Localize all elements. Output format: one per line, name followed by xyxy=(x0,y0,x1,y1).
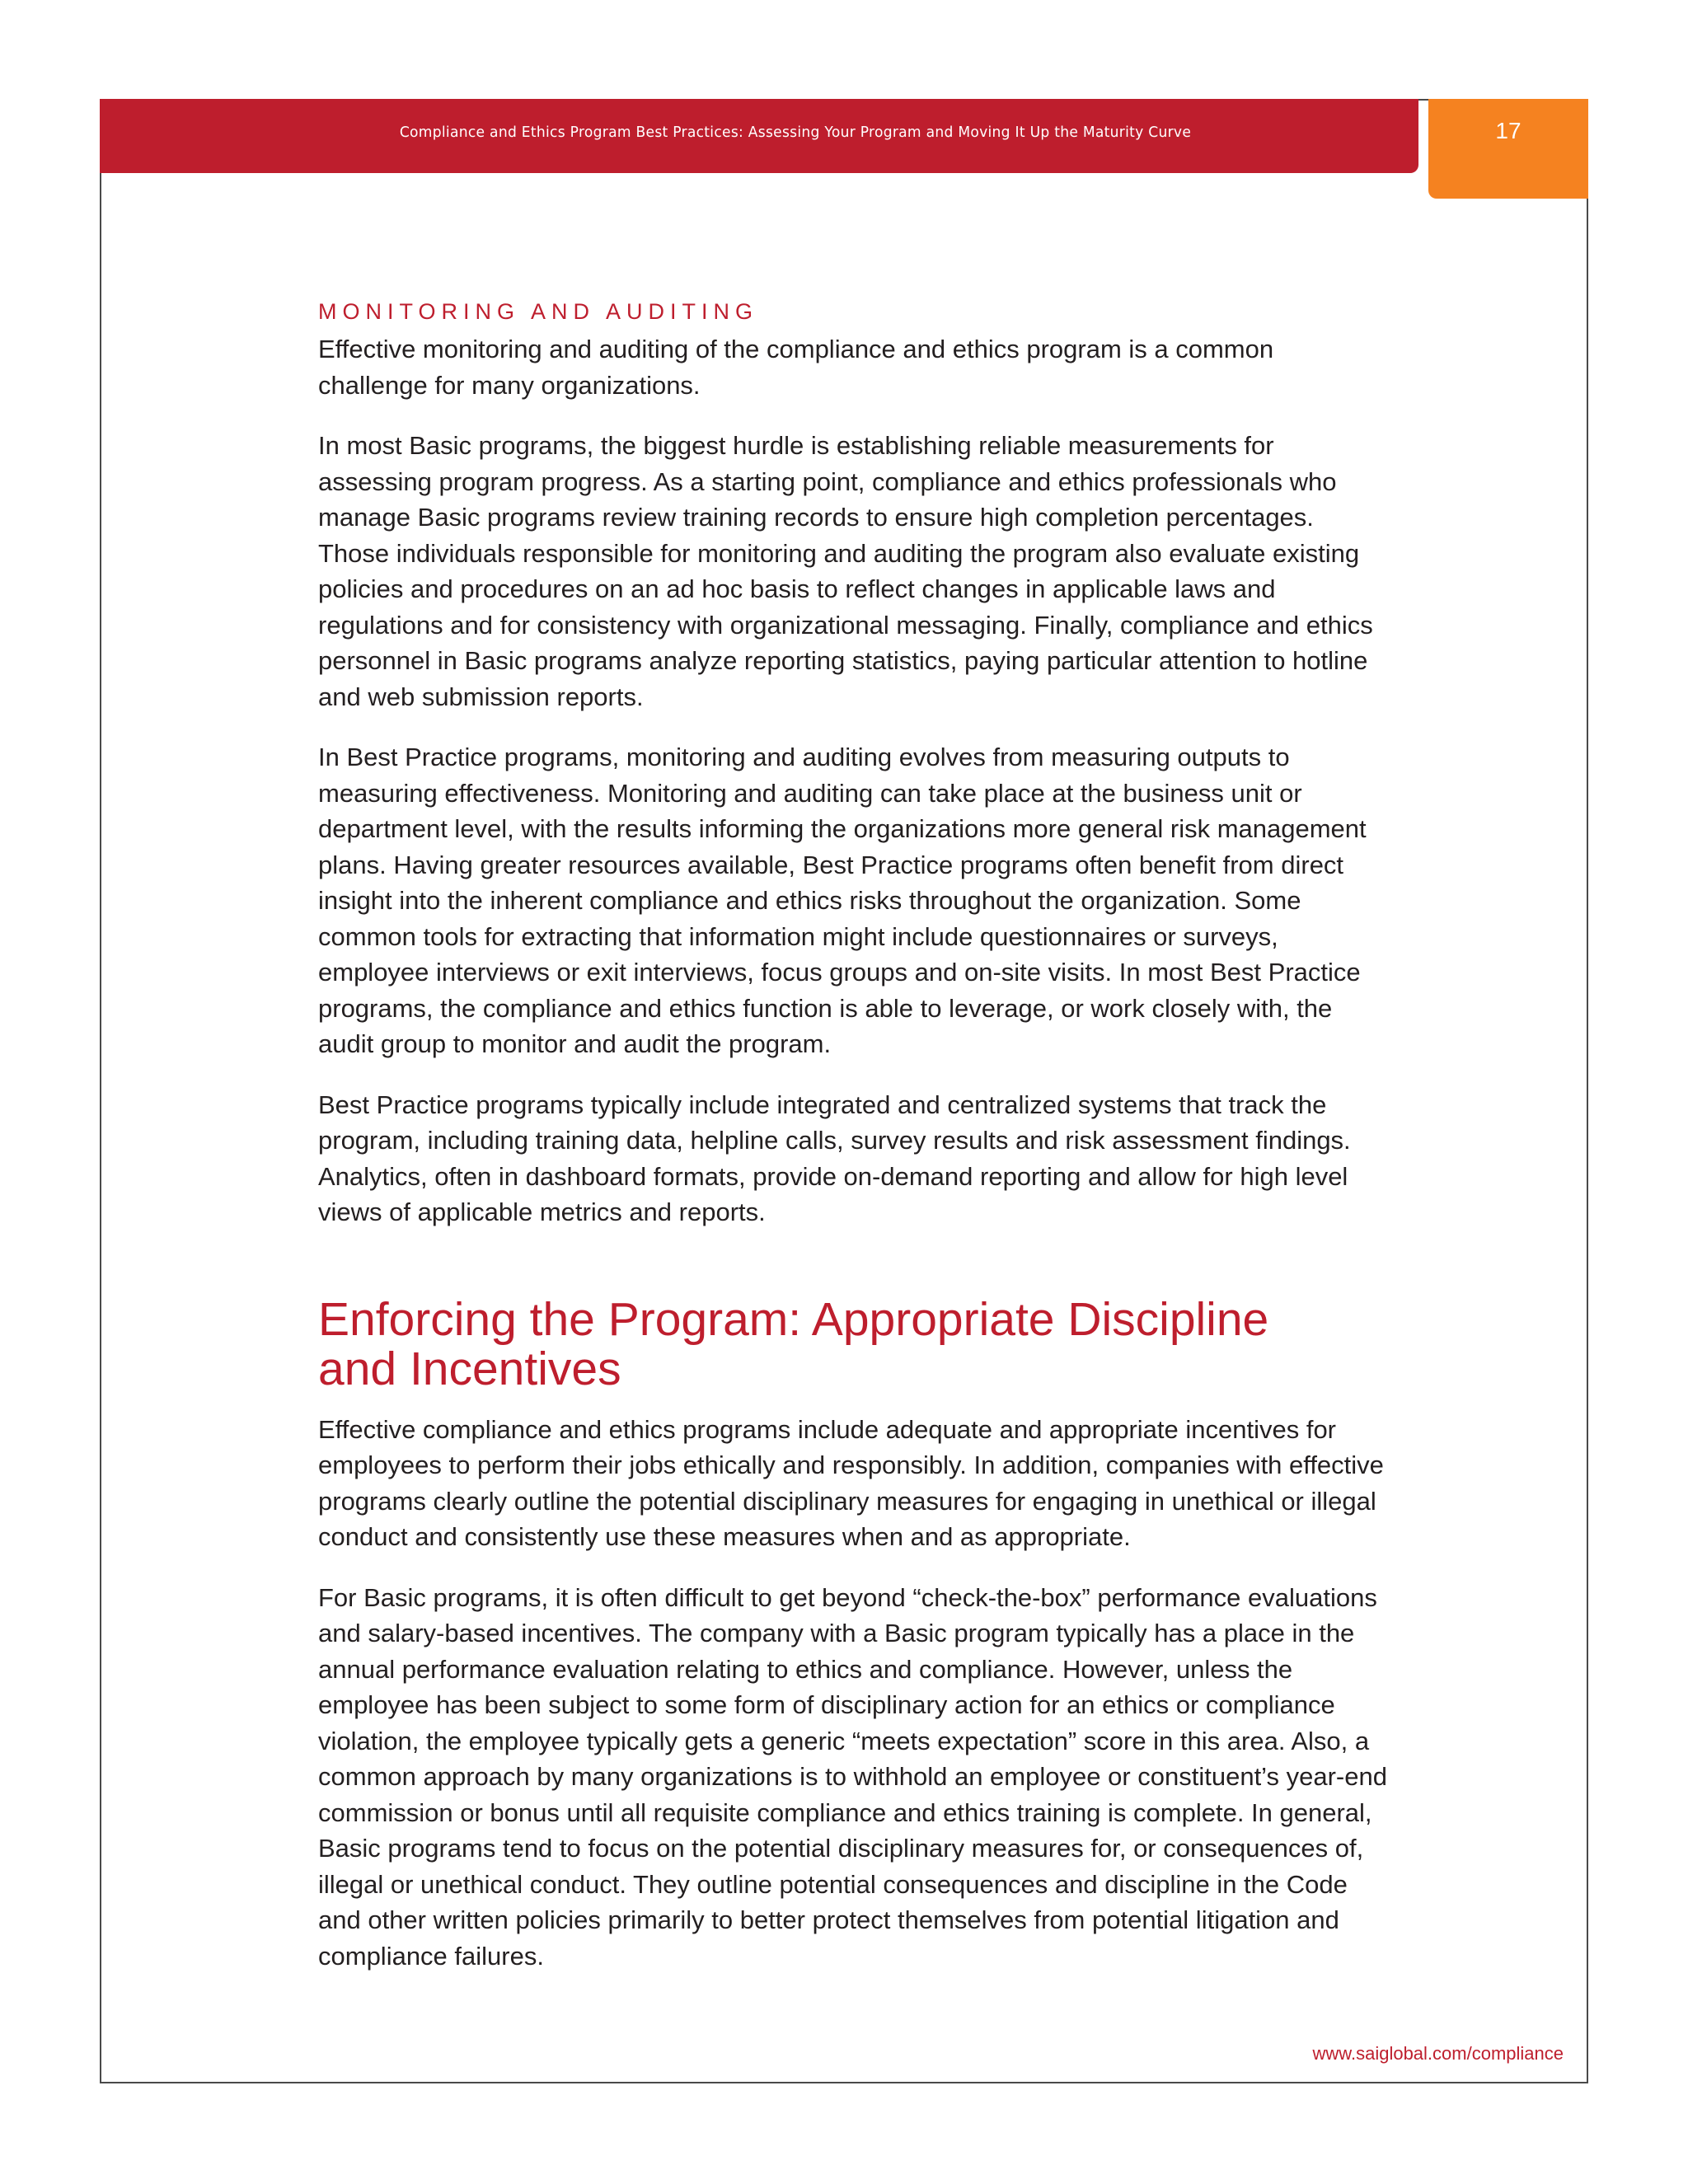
monitoring-paragraph-2: In most Basic programs, the biggest hurdle is establishing reliable measurements for assessing program progress. As a starting point, compliance and ethics professionals who manage Basic programs review training records to ensure high completion percentages. Those individuals responsible for monitoring and auditing the program also evaluate existing policies and procedures on an ad hoc basis to reflect changes in applicable laws and regulations and for consistency with organizational messaging. Finally, compliance and ethics personnel in Basic programs analyze reporting statistics, paying particular attention to hotline and web submission reports. xyxy=(318,431,1373,711)
enforcing-paragraph-1: Effective compliance and ethics programs include adequate and appropriate incentives for employees to perform their jobs ethically and responsibly. In addition, companies with effective programs clearly outline the potential disciplinary measures for engaging in unethical or illegal conduct and consistently use these measures when and as appropriate. xyxy=(318,1414,1384,1551)
enforcing-paragraph-2: For Basic programs, it is often difficult to get beyond “check-the-box” performance evaluations and salary-based incentives. The company with a Basic program typically has a place in the annual performance evaluation relating to ethics and compliance. However, unless the employee has been subject to some form of disciplinary action for an ethics or compliance violation, the employee typically gets a generic “meets expectation” score in this area. Also, a common approach by many organizations is to withhold an employee or constituent’s year-end commission or bonus until all requisite compliance and ethics training is complete. In general, Basic programs tend to focus on the potential disciplinary measures for, or consequences of, illegal or unethical conduct. They outline potential consequences and discipline in the Code and other written policies primarily to better protect themselves from potential litigation and compliance failures. xyxy=(318,1582,1387,1971)
section-kicker-monitoring: MONITORING AND AUDITING xyxy=(318,299,759,324)
section-heading-enforcing: Enforcing the Program: Appropriate Discipline and Incentives xyxy=(318,1292,1269,1395)
running-header-title: Compliance and Ethics Program Best Practices: Assessing Your Program and Moving It Up the Maturity Curve xyxy=(399,124,1192,141)
monitoring-paragraph-4: Best Practice programs typically include integrated and centralized systems that track the program, including training data, helpline calls, survey results and risk assessment findings. Analytics, often in dashboard formats, provide on-demand reporting and allow for high level views of applicable metrics and reports. xyxy=(318,1090,1351,1226)
monitoring-paragraph-1: Effective monitoring and auditing of the compliance and ethics program is a common challenge for many organizations. xyxy=(318,335,1274,400)
footer-url-link[interactable]: www.saiglobal.com/compliance xyxy=(1312,2043,1564,2064)
monitoring-paragraph-3: In Best Practice programs, monitoring and auditing evolves from measuring outputs to measuring effectiveness. Monitoring and auditing can take place at the business unit or department level, with the results informing the organizations more general risk management plans. Having greater resources available, Best Practice programs often benefit from direct insight into the inherent compliance and ethics risks throughout the organization. Some common tools for extracting that information might include questionnaires or surveys, employee interviews or exit interviews, focus groups and on-site visits. In most Best Practice programs, the compliance and ethics function is able to leverage, or work closely with, the audit group to monitor and audit the program. xyxy=(318,743,1367,1058)
main-content xyxy=(318,295,1390,1999)
page-number-tab xyxy=(1428,99,1588,199)
page-number: 17 xyxy=(1495,118,1522,143)
